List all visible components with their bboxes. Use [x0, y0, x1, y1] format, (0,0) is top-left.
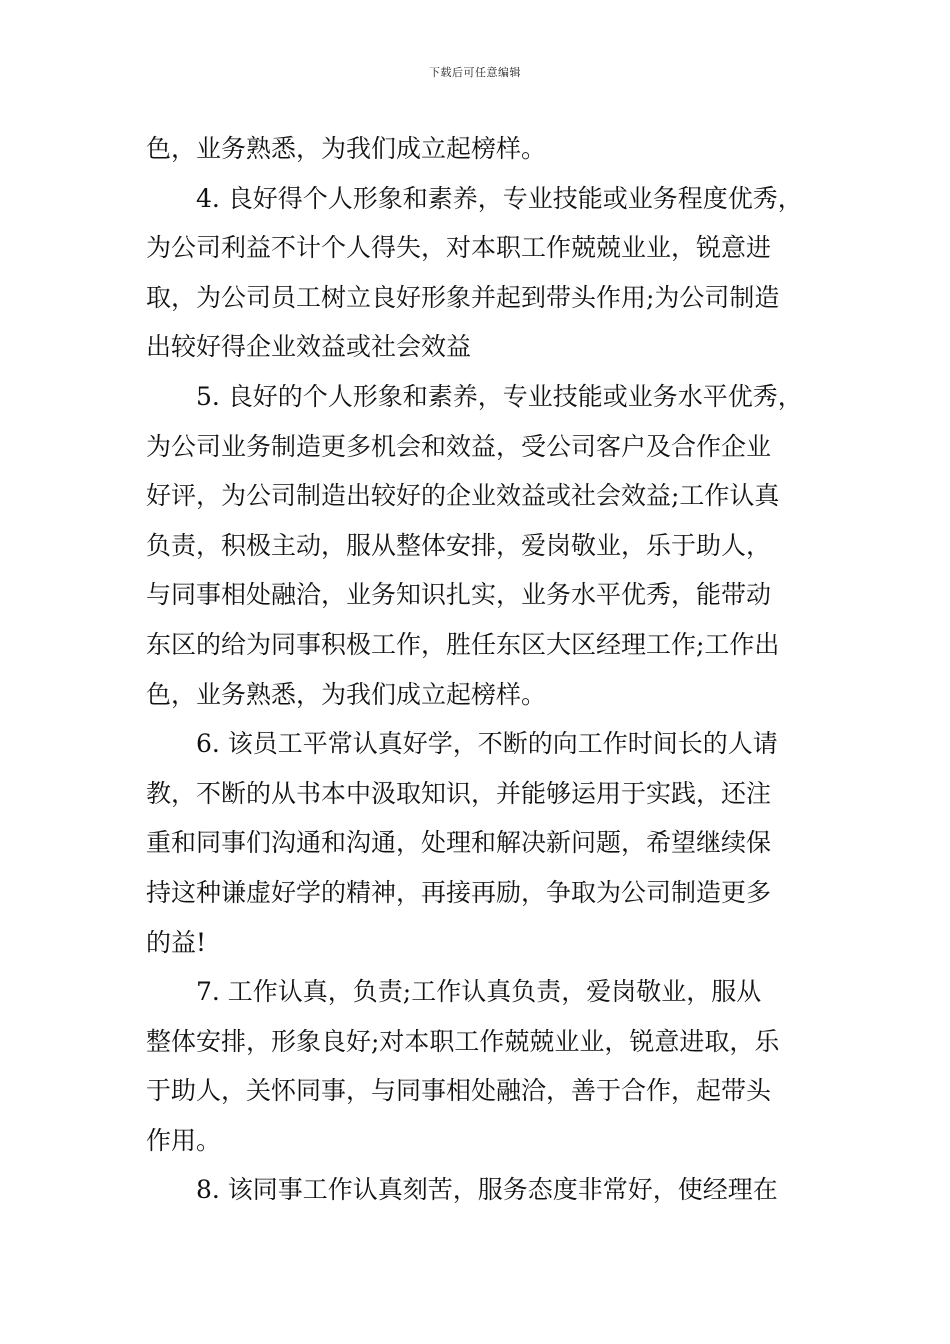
text-line: 好评，为公司制造出较好的企业效益或社会效益;工作认真 [146, 481, 780, 511]
text-line: 4. 良好得个人形象和素养，专业技能或业务程度优秀， [196, 183, 803, 213]
text-line: 持这种谦虚好学的精神，再接再励，争取为公司制造更多 [146, 877, 772, 907]
text-line: 为公司利益不计个人得失，对本职工作兢兢业业，锐意进 [146, 233, 772, 263]
text-line: 取，为公司员工树立良好形象并起到带头作用;为公司制造 [146, 282, 780, 312]
text-line: 出较好得企业效益或社会效益 [146, 332, 472, 362]
text-line: 作用。 [146, 1125, 222, 1155]
text-line: 教，不断的从书本中汲取知识，并能够运用于实践，还注 [146, 778, 772, 808]
text-line: 6. 该员工平常认真好学，不断的向工作时间长的人请 [196, 729, 778, 759]
text-line: 整体安排，形象良好;对本职工作兢兢业业，锐意进取，乐 [146, 1026, 780, 1056]
text-line: 与同事相处融洽，业务知识扎实，业务水平优秀，能带动 [146, 580, 772, 610]
text-line: 重和同事们沟通和沟通，处理和解决新问题，希望继续保 [146, 828, 772, 858]
text-line: 5. 良好的个人形象和素养，专业技能或业务水平优秀， [196, 381, 803, 411]
text-line: 的益! [146, 927, 207, 957]
text-line: 色，业务熟悉，为我们成立起榜样。 [146, 134, 547, 163]
text-line: 于助人，关怀同事，与同事相处融洽，善于合作，起带头 [146, 1076, 772, 1106]
text-line: 为公司业务制造更多机会和效益，受公司客户及合作企业 [146, 431, 772, 461]
page-header: 下载后可任意编辑 [429, 66, 521, 79]
text-line: 东区的给为同事积极工作，胜任东区大区经理工作;工作出 [146, 629, 780, 659]
text-line: 8. 该同事工作认真刻苦，服务态度非常好，使经理在 [196, 1175, 778, 1205]
text-line: 7. 工作认真，负责;工作认真负责，爱岗敬业，服从 [196, 977, 762, 1007]
document-body [146, 124, 812, 1215]
text-line: 色，业务熟悉，为我们成立起榜样。 [146, 679, 547, 709]
text-line: 负责，积极主动，服从整体安排，爱岗敬业，乐于助人， [146, 530, 772, 560]
